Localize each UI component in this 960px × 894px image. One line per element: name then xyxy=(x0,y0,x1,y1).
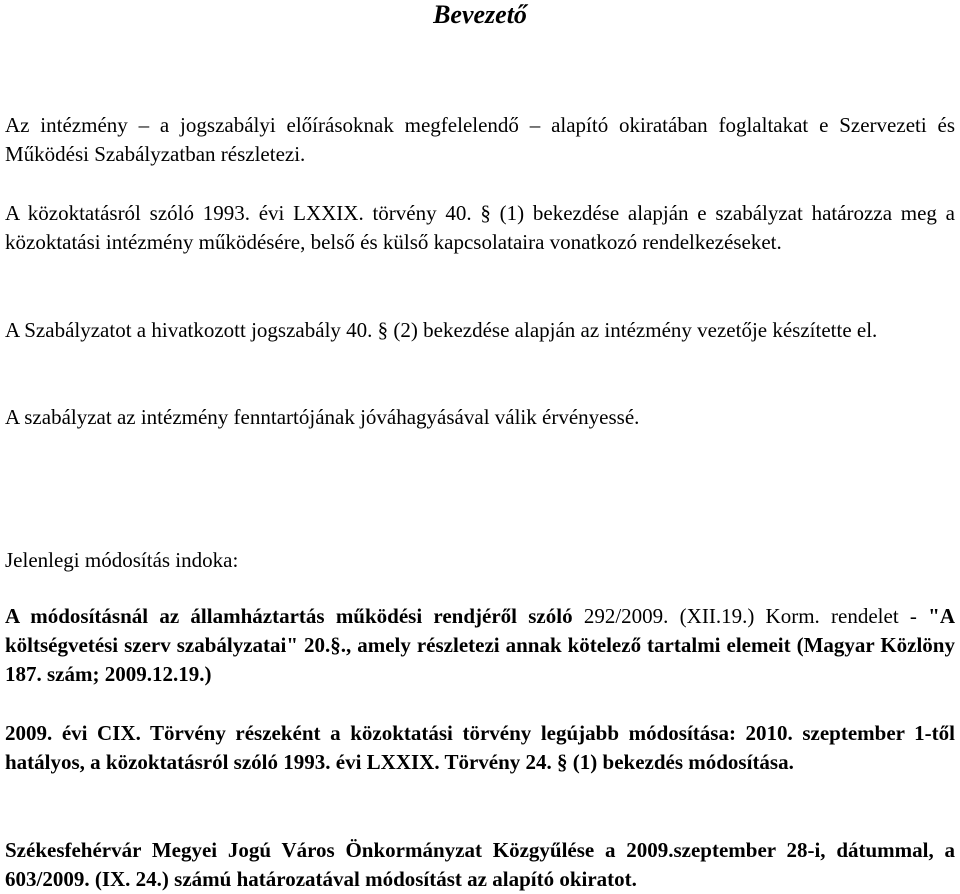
modification-heading: Jelenlegi módosítás indoka: xyxy=(5,548,239,572)
modification-reason-3: Székesfehérvár Megyei Jogú Város Önkormányzat Közgyűlése a 2009.szeptember 28-i, dátummal, a 603/2009. (IX. 24.) számú határozatával módosítást az alapító okiratot. xyxy=(5,838,955,891)
modification-reason-2: 2009. évi CIX. Törvény részeként a közoktatási törvény legújabb módosítása: 2010. szeptember 1-től hatályos, a közoktatásról szóló 1993. évi LXXIX. Törvény 24. § (1) bekezdés módosítása. xyxy=(5,721,955,774)
intro-paragraph-2: A közoktatásról szóló 1993. évi LXXIX. törvény 40. § (1) bekezdése alapján e szabályzat határozza meg a közoktatási intézmény működésére, belső és külső kapcsolataira vonatkozó rendelkezéseket. xyxy=(5,201,955,254)
reason-1-normal-middle: 292/2009. (XII.19.) Korm. rendelet - xyxy=(572,604,929,628)
intro-paragraph-3: A Szabályzatot a hivatkozott jogszabály 40. § (2) bekezdése alapján az intézmény vezetője készítette el. xyxy=(5,318,878,342)
intro-paragraph-1: Az intézmény – a jogszabályi előírásoknak megfelelendő – alapító okiratában foglaltakat e Szervezeti és Működési Szabályzatban részletezi. xyxy=(5,113,955,166)
modification-reason-1 xyxy=(5,602,955,689)
reason-1-bold-start: A módosításnál az államháztartás működési rendjéről szóló xyxy=(5,604,573,628)
intro-paragraph-4: A szabályzat az intézmény fenntartójának jóváhagyásával válik érvényessé. xyxy=(5,405,640,429)
reason-1-bold-end: "A költségvetési szerv szabályzatai" 20.§., amely részletezi annak kötelező tartalmi elemeit (Magyar Közlöny 187. szám; 2009.12.19.) xyxy=(5,604,955,686)
document-title: Bevezető xyxy=(433,0,527,29)
